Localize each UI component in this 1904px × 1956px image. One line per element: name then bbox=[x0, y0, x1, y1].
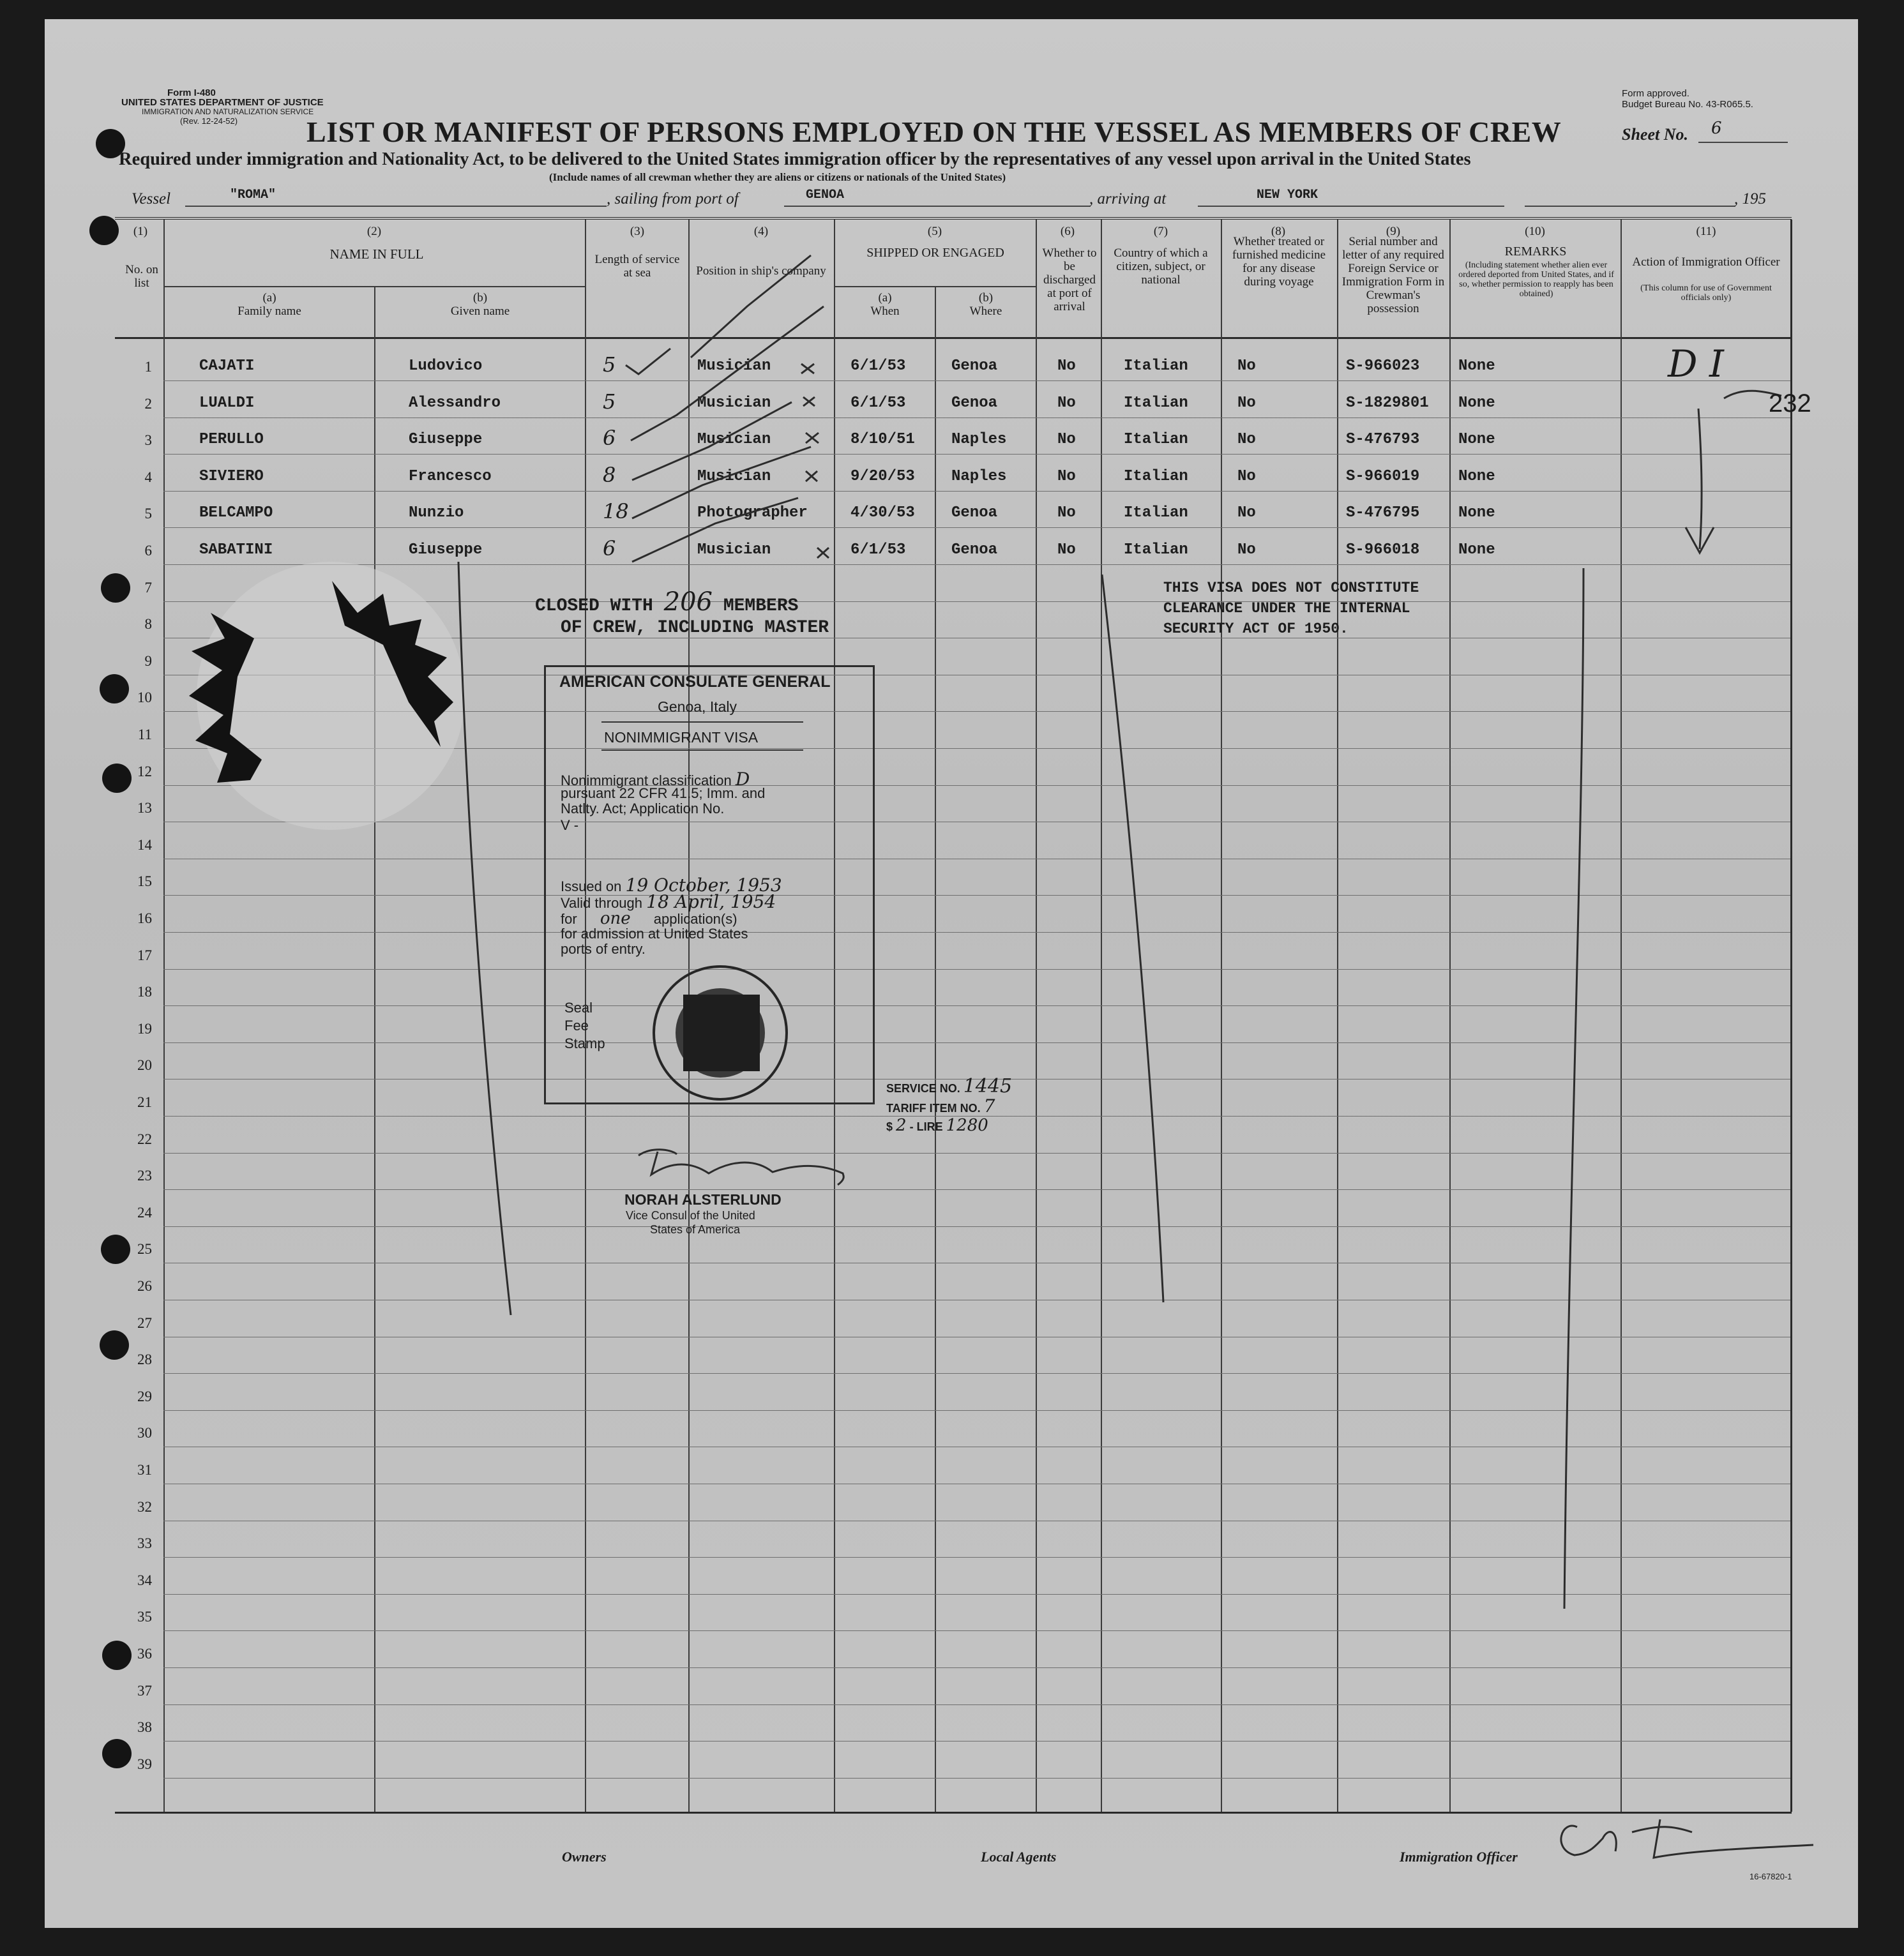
crew-country: Italian bbox=[1124, 431, 1188, 449]
crew-shipped-when: 6/1/53 bbox=[850, 394, 906, 412]
footer-local-agents: Local Agents bbox=[981, 1849, 1057, 1865]
crew-shipped-where: Genoa bbox=[951, 541, 998, 559]
form-subtitle: Required under immigration and Nationality Act, to be delivered to the United States immigration officer by the representatives of any vessel upon arrival in the United States bbox=[119, 149, 1471, 169]
row-number: 24 bbox=[137, 1204, 152, 1221]
visa-note-line: THIS VISA DOES NOT CONSTITUTE bbox=[1163, 580, 1419, 596]
crew-remarks: None bbox=[1458, 541, 1495, 559]
form-note: (Include names of all crewman whether they are aliens or citizens or nationals of the United States) bbox=[549, 171, 1006, 183]
valid-date: 18 April, 1954 bbox=[646, 891, 776, 912]
col1-num: (1) bbox=[133, 225, 148, 238]
col4-num: (4) bbox=[753, 225, 769, 238]
crew-medicine: No bbox=[1237, 467, 1256, 485]
col10-num: (10) bbox=[1525, 225, 1545, 238]
crew-position: Musician bbox=[697, 394, 771, 412]
crew-medicine: No bbox=[1237, 504, 1256, 522]
consul-name: NORAH ALSTERLUND bbox=[624, 1191, 782, 1208]
crew-discharge: No bbox=[1057, 467, 1076, 485]
crew-family-name: PERULLO bbox=[199, 431, 264, 449]
col5-header: SHIPPED OR ENGAGED bbox=[866, 246, 1004, 260]
row-number: 13 bbox=[137, 800, 152, 816]
col7-header: Country of which a citizen, subject, or national bbox=[1114, 246, 1208, 287]
crew-remarks: None bbox=[1458, 394, 1495, 412]
col9-header: Serial number and letter of any required Foreign Service or Immigration Form in Crewman's possession bbox=[1341, 235, 1445, 315]
sheet-label: Sheet No. bbox=[1622, 125, 1688, 144]
crew-shipped-where: Naples bbox=[951, 431, 1007, 449]
row-number: 26 bbox=[137, 1278, 152, 1294]
col3-num: (3) bbox=[630, 225, 645, 238]
row-number: 39 bbox=[137, 1756, 152, 1772]
crew-given-name: Giuseppe bbox=[409, 541, 483, 559]
row-number: 37 bbox=[137, 1682, 152, 1699]
col8-num: (8) bbox=[1271, 225, 1286, 238]
footer-immigration-officer: Immigration Officer bbox=[1400, 1849, 1518, 1865]
department: UNITED STATES DEPARTMENT OF JUSTICE bbox=[121, 97, 324, 108]
crew-family-name: SIVIERO bbox=[199, 467, 264, 485]
form-title: LIST OR MANIFEST OF PERSONS EMPLOYED ON THE VESSEL AS MEMBERS OF CREW bbox=[306, 116, 1562, 148]
crew-medicine: No bbox=[1237, 431, 1256, 449]
consul-title: States of America bbox=[650, 1223, 741, 1236]
stamp-rule bbox=[601, 749, 803, 751]
row-number: 5 bbox=[144, 506, 152, 522]
footer-owners: Owners bbox=[562, 1849, 607, 1865]
row-number: 15 bbox=[137, 873, 152, 890]
closed-crew-line: OF CREW, INCLUDING MASTER bbox=[561, 618, 829, 638]
row-number: 11 bbox=[137, 726, 152, 742]
crew-remarks: None bbox=[1458, 431, 1495, 449]
col2-header: NAME IN FULL bbox=[329, 246, 424, 262]
row-number: 20 bbox=[137, 1057, 152, 1074]
crew-remarks: None bbox=[1458, 467, 1495, 485]
vessel-name: "ROMA" bbox=[230, 188, 276, 202]
visa-note-line: CLEARANCE UNDER THE INTERNAL bbox=[1163, 600, 1410, 617]
crew-discharge: No bbox=[1057, 431, 1076, 449]
stamp-ports: ports of entry. bbox=[561, 941, 646, 957]
row-number: 16 bbox=[137, 910, 152, 926]
col5-num: (5) bbox=[927, 225, 942, 238]
for-value: one bbox=[600, 909, 631, 928]
sailing-label: , sailing from port of bbox=[607, 190, 739, 207]
crew-service-length: 5 bbox=[603, 389, 616, 414]
row-number: 23 bbox=[137, 1168, 152, 1184]
crew-service-length: 6 bbox=[603, 426, 616, 451]
fee-line bbox=[886, 1116, 988, 1135]
crew-serial-number: S-476795 bbox=[1346, 504, 1420, 522]
crew-shipped-when: 6/1/53 bbox=[850, 541, 906, 559]
row-number: 30 bbox=[137, 1425, 152, 1441]
year-label: , 195 bbox=[1734, 190, 1766, 207]
classification-value: D bbox=[735, 769, 750, 790]
valid-label: Valid through bbox=[561, 895, 643, 911]
revision: (Rev. 12-24-52) bbox=[180, 116, 238, 126]
crew-serial-number: S-966018 bbox=[1346, 541, 1420, 559]
applications-label: application(s) bbox=[653, 911, 737, 927]
col6-header: Whether to be discharged at port of arrival bbox=[1042, 246, 1097, 313]
fee-prefix: $ bbox=[886, 1120, 893, 1133]
print-code: 16-67820-1 bbox=[1749, 1872, 1792, 1881]
row-number: 33 bbox=[137, 1535, 152, 1552]
crew-country: Italian bbox=[1124, 357, 1188, 375]
crew-remarks: None bbox=[1458, 357, 1495, 375]
col4-header: Position in ship's company bbox=[696, 264, 826, 278]
di-annotation: D I bbox=[1668, 342, 1724, 386]
crew-position: Photographer bbox=[697, 504, 808, 522]
lire-value: 1280 bbox=[946, 1116, 988, 1135]
crew-country: Italian bbox=[1124, 467, 1188, 485]
row-number: 17 bbox=[137, 947, 152, 963]
form-number: Form I-480 bbox=[167, 87, 216, 98]
crew-shipped-when: 9/20/53 bbox=[850, 467, 915, 485]
crew-medicine: No bbox=[1237, 357, 1256, 375]
row-number: 36 bbox=[137, 1646, 152, 1662]
row-number: 22 bbox=[137, 1131, 152, 1147]
row-number: 3 bbox=[144, 432, 152, 449]
crew-shipped-when: 6/1/53 bbox=[850, 357, 906, 375]
row-number: 14 bbox=[137, 836, 152, 853]
crew-serial-number: S-476793 bbox=[1346, 431, 1420, 449]
col11-header: Action of Immigration Officer bbox=[1632, 255, 1780, 269]
col2b-header: (b) Given name bbox=[450, 291, 510, 318]
crew-medicine: No bbox=[1237, 394, 1256, 412]
stamp-seal-label: Seal bbox=[564, 1000, 593, 1016]
vessel-label: Vessel bbox=[132, 190, 171, 207]
tariff-label: TARIFF ITEM NO. bbox=[886, 1102, 981, 1115]
col5a-header: (a) When bbox=[870, 291, 900, 318]
crew-service-length: 18 bbox=[603, 499, 629, 524]
fee-dollars: 2 bbox=[896, 1116, 907, 1135]
row-number: 2 bbox=[144, 395, 152, 412]
crew-country: Italian bbox=[1124, 504, 1188, 522]
row-number: 9 bbox=[144, 652, 152, 669]
row-number: 21 bbox=[137, 1094, 152, 1110]
sheet-number: 6 bbox=[1711, 119, 1722, 138]
embossed-seal bbox=[189, 562, 465, 830]
col10-subheader: (Including statement whether alien ever ordered deported from United States, and if so, whether permission to reapply has been obtained) bbox=[1458, 260, 1614, 299]
for-label: for bbox=[561, 911, 577, 927]
issued-label: Issued on bbox=[561, 878, 622, 894]
row-number: 4 bbox=[144, 469, 152, 485]
col11-subheader: (This column for use of Government officials only) bbox=[1640, 283, 1772, 303]
crew-shipped-where: Genoa bbox=[951, 504, 998, 522]
crew-serial-number: S-1829801 bbox=[1346, 394, 1429, 412]
row-number: 6 bbox=[144, 543, 152, 559]
crew-family-name: BELCAMPO bbox=[199, 504, 273, 522]
row-number: 28 bbox=[137, 1351, 152, 1368]
row-number: 19 bbox=[137, 1020, 152, 1037]
crew-given-name: Ludovico bbox=[409, 357, 483, 375]
col8-header: Whether treated or furnished medicine for any disease during voyage bbox=[1232, 235, 1326, 289]
crew-given-name: Francesco bbox=[409, 467, 492, 485]
service-value: 1445 bbox=[963, 1075, 1013, 1097]
crew-position: Musician bbox=[697, 467, 771, 485]
crew-position: Musician bbox=[697, 431, 771, 449]
closed-count: 206 bbox=[663, 587, 713, 617]
row-number: 29 bbox=[137, 1388, 152, 1404]
service-name: IMMIGRATION AND NATURALIZATION SERVICE bbox=[142, 107, 314, 116]
crew-shipped-when: 4/30/53 bbox=[850, 504, 915, 522]
consul-title: Vice Consul of the United bbox=[626, 1209, 755, 1222]
departure-port: GENOA bbox=[806, 188, 845, 202]
row-number: 32 bbox=[137, 1498, 152, 1515]
col11-num: (11) bbox=[1696, 225, 1716, 238]
col2a-header: (a) Family name bbox=[238, 291, 301, 318]
row-number: 34 bbox=[137, 1572, 152, 1588]
col1-header: No. on list bbox=[125, 263, 158, 290]
row-number: 31 bbox=[137, 1462, 152, 1478]
col3-header: Length of service at sea bbox=[594, 253, 680, 280]
issued-date: 19 October, 1953 bbox=[625, 875, 782, 896]
budget-bureau: Budget Bureau No. 43-R065.5. bbox=[1622, 99, 1753, 110]
crew-family-name: CAJATI bbox=[199, 357, 255, 375]
crew-country: Italian bbox=[1124, 541, 1188, 559]
classification-label: Nonimmigrant classification bbox=[561, 772, 732, 788]
stamp-admission: for admission at United States bbox=[561, 926, 748, 942]
row-number: 7 bbox=[144, 579, 152, 596]
crew-family-name: LUALDI bbox=[199, 394, 255, 412]
stamp-pursuant: pursuant 22 CFR 41.5; Imm. and bbox=[561, 785, 766, 801]
arriving-label: , arriving at bbox=[1089, 190, 1167, 207]
lire-label: - LIRE bbox=[909, 1120, 943, 1133]
arrival-port: NEW YORK bbox=[1257, 188, 1318, 202]
closed-with-line bbox=[535, 587, 798, 617]
stamp-fee-label: Fee bbox=[564, 1018, 589, 1034]
crew-given-name: Giuseppe bbox=[409, 431, 483, 449]
tariff-item bbox=[886, 1095, 995, 1117]
crew-given-name: Alessandro bbox=[409, 394, 501, 412]
crew-discharge: No bbox=[1057, 357, 1076, 375]
crew-discharge: No bbox=[1057, 504, 1076, 522]
row-number: 35 bbox=[137, 1609, 152, 1625]
visa-note-line: SECURITY ACT OF 1950. bbox=[1163, 621, 1349, 637]
row-number: 1 bbox=[144, 359, 152, 375]
row-number: 27 bbox=[137, 1314, 152, 1331]
stamp-stamp-label: Stamp bbox=[564, 1035, 605, 1051]
closed-with-label: CLOSED WITH bbox=[535, 596, 653, 616]
row-number: 38 bbox=[137, 1719, 152, 1736]
col10-header: REMARKS bbox=[1504, 244, 1567, 259]
crew-given-name: Nunzio bbox=[409, 504, 464, 522]
col9-num: (9) bbox=[1386, 225, 1401, 238]
tariff-value: 7 bbox=[983, 1095, 995, 1117]
stamp-city: Genoa, Italy bbox=[658, 698, 737, 715]
stamp-rule bbox=[601, 721, 803, 723]
crew-shipped-where: Naples bbox=[951, 467, 1007, 485]
closed-members-label: MEMBERS bbox=[723, 596, 799, 616]
crew-family-name: SABATINI bbox=[199, 541, 273, 559]
row-number: 12 bbox=[137, 763, 152, 779]
row-number: 18 bbox=[137, 984, 152, 1000]
col2-num: (2) bbox=[366, 225, 382, 238]
crew-discharge: No bbox=[1057, 541, 1076, 559]
form-approved: Form approved. bbox=[1622, 88, 1689, 99]
stamp-visa-type: NONIMMIGRANT VISA bbox=[604, 729, 759, 746]
row-number: 25 bbox=[137, 1241, 152, 1258]
crew-service-length: 5 bbox=[603, 352, 616, 377]
crew-remarks: None bbox=[1458, 504, 1495, 522]
stamp-natlty: Natlty. Act; Application No. bbox=[561, 801, 725, 816]
service-label: SERVICE NO. bbox=[886, 1082, 960, 1095]
col5b-header: (b) Where bbox=[969, 291, 1002, 318]
number-annotation: 232 bbox=[1769, 389, 1811, 418]
crew-shipped-when: 8/10/51 bbox=[850, 431, 915, 449]
crew-discharge: No bbox=[1057, 394, 1076, 412]
crew-position: Musician bbox=[697, 541, 771, 559]
service-number bbox=[886, 1075, 1012, 1097]
crew-medicine: No bbox=[1237, 541, 1256, 559]
col6-num: (6) bbox=[1060, 225, 1075, 238]
crew-service-length: 8 bbox=[603, 462, 616, 487]
crew-country: Italian bbox=[1124, 394, 1188, 412]
stamp-v: V - bbox=[561, 817, 579, 833]
crew-shipped-where: Genoa bbox=[951, 357, 998, 375]
crew-serial-number: S-966023 bbox=[1346, 357, 1420, 375]
crew-service-length: 6 bbox=[603, 536, 616, 560]
row-number: 8 bbox=[144, 616, 152, 633]
stamp-consulate: AMERICAN CONSULATE GENERAL bbox=[559, 673, 831, 691]
crew-position: Musician bbox=[697, 357, 771, 375]
crew-shipped-where: Genoa bbox=[951, 394, 998, 412]
crew-serial-number: S-966019 bbox=[1346, 467, 1420, 485]
col7-num: (7) bbox=[1153, 225, 1168, 238]
row-number: 10 bbox=[137, 689, 152, 706]
